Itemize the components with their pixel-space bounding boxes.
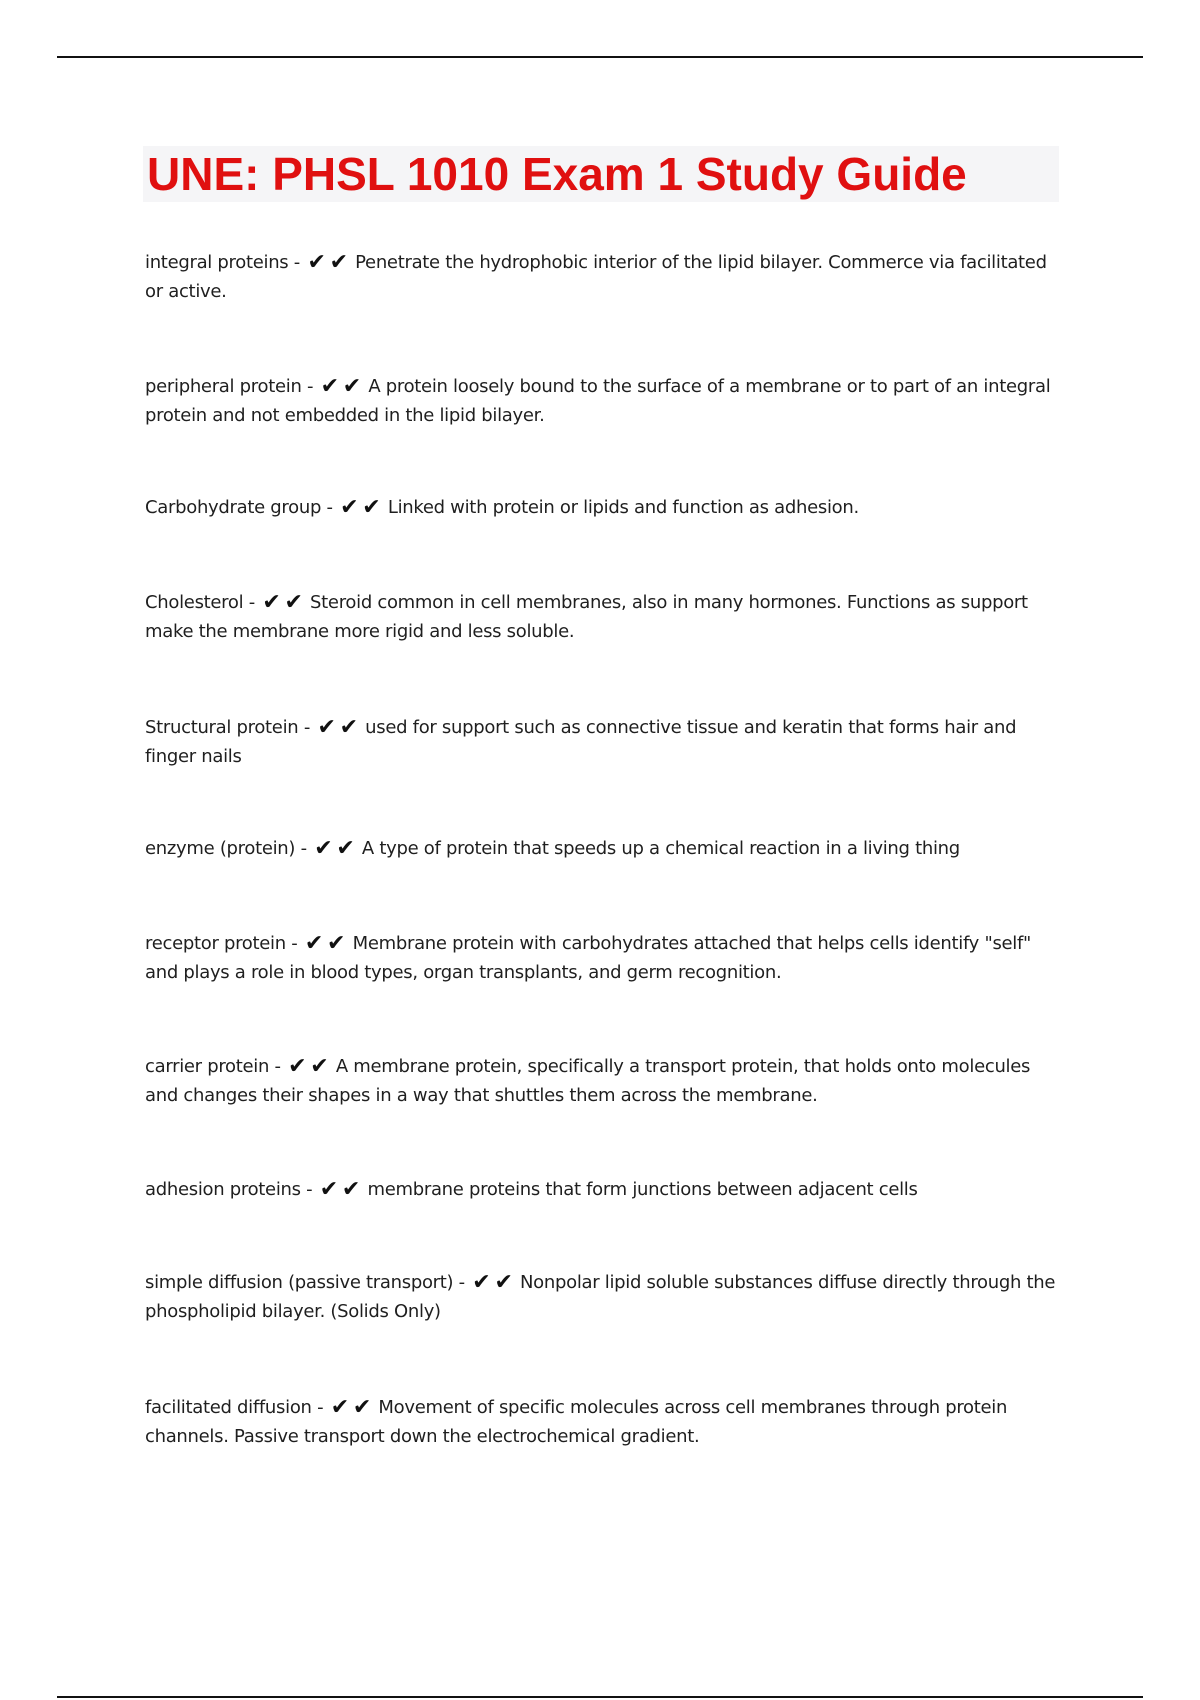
check-icon: ✔ [319, 1177, 338, 1202]
check-icon: ✔ [330, 1395, 349, 1420]
entry-definition: Movement of specific molecules across cell membranes through protein channels. Passive transport down the electrochemical gradient. [145, 1397, 1008, 1447]
entry-separator: - [295, 838, 313, 859]
study-entry-peripheral-protein [145, 372, 1065, 430]
entry-separator: - [301, 376, 319, 397]
check-icon: ✔ [336, 836, 355, 861]
check-icon: ✔ [310, 1054, 329, 1079]
check-icon: ✔ [320, 374, 339, 399]
entry-term: receptor protein [145, 933, 286, 954]
check-icon: ✔ [352, 1395, 371, 1420]
check-icon: ✔ [327, 931, 346, 956]
entry-definition: used for support such as connective tissue and keratin that forms hair and finger nails [145, 717, 1017, 767]
entry-term: facilitated diffusion [145, 1397, 312, 1418]
study-entry-carbohydrate-group [145, 493, 1065, 522]
entry-separator: - [243, 592, 261, 613]
entry-term: Structural protein [145, 717, 299, 738]
study-entry-cholesterol [145, 588, 1065, 646]
entry-separator: - [321, 497, 339, 518]
study-entry-receptor-protein [145, 929, 1065, 987]
check-icon: ✔ [340, 495, 359, 520]
entry-separator: - [453, 1272, 471, 1293]
check-icon: ✔ [317, 715, 336, 740]
check-icon: ✔ [262, 590, 281, 615]
study-entry-integral-proteins [145, 248, 1065, 306]
check-icon: ✔ [307, 250, 326, 275]
check-icon: ✔ [288, 1054, 307, 1079]
entry-term: peripheral protein [145, 376, 302, 397]
entry-definition: Steroid common in cell membranes, also in many hormones. Functions as support make the membrane more rigid and less soluble. [145, 592, 1028, 642]
entry-separator: - [269, 1056, 287, 1077]
entry-definition: Nonpolar lipid soluble substances diffuse directly through the phospholipid bilayer. (Solids Only) [145, 1272, 1056, 1322]
check-icon: ✔ [284, 590, 303, 615]
study-entry-facilitated-diffusion [145, 1393, 1065, 1451]
entry-definition: Membrane protein with carbohydrates attached that helps cells identify "self" and plays a role in blood types, organ transplants, and germ recognition. [145, 933, 1032, 983]
entry-term: adhesion proteins [145, 1179, 301, 1200]
study-entry-carrier-protein [145, 1052, 1065, 1110]
entry-term: Carbohydrate group [145, 497, 322, 518]
page-title: UNE: PHSL 1010 Exam 1 Study Guide [147, 148, 967, 200]
entry-term: Cholesterol [145, 592, 244, 613]
top-rule [57, 56, 1143, 58]
entry-separator: - [300, 1179, 318, 1200]
entry-term: carrier protein [145, 1056, 270, 1077]
check-icon: ✔ [314, 836, 333, 861]
check-icon: ✔ [472, 1270, 491, 1295]
check-icon: ✔ [329, 250, 348, 275]
entry-term: enzyme (protein) [145, 838, 296, 859]
bottom-rule [57, 1696, 1143, 1698]
study-entry-adhesion-proteins [145, 1175, 1065, 1204]
check-icon: ✔ [362, 495, 381, 520]
entry-separator: - [285, 933, 303, 954]
check-icon: ✔ [304, 931, 324, 956]
entry-definition: Linked with protein or lipids and function as adhesion. [387, 497, 859, 518]
entry-definition: A type of protein that speeds up a chemical reaction in a living thing [361, 838, 960, 859]
study-entry-enzyme [145, 834, 1065, 863]
check-icon: ✔ [342, 374, 361, 399]
check-icon: ✔ [494, 1270, 513, 1295]
entry-definition: membrane proteins that form junctions between adjacent cells [367, 1179, 918, 1200]
entry-term: simple diffusion (passive transport) [145, 1272, 454, 1293]
entry-separator: - [298, 717, 316, 738]
entry-separator: - [311, 1397, 329, 1418]
entry-definition: A membrane protein, specifically a transport protein, that holds onto molecules and changes their shapes in a way that shuttles them across the membrane. [145, 1056, 1031, 1106]
check-icon: ✔ [339, 715, 358, 740]
entry-separator: - [288, 252, 306, 273]
check-icon: ✔ [341, 1177, 361, 1202]
study-entry-structural-protein [145, 713, 1065, 771]
study-entry-simple-diffusion [145, 1268, 1065, 1326]
entry-definition: Penetrate the hydrophobic interior of the lipid bilayer. Commerce via facilitated or active. [145, 252, 1047, 302]
entry-term: integral proteins [145, 252, 289, 273]
entry-definition: A protein loosely bound to the surface of a membrane or to part of an integral protein and not embedded in the lipid bilayer. [145, 376, 1051, 426]
